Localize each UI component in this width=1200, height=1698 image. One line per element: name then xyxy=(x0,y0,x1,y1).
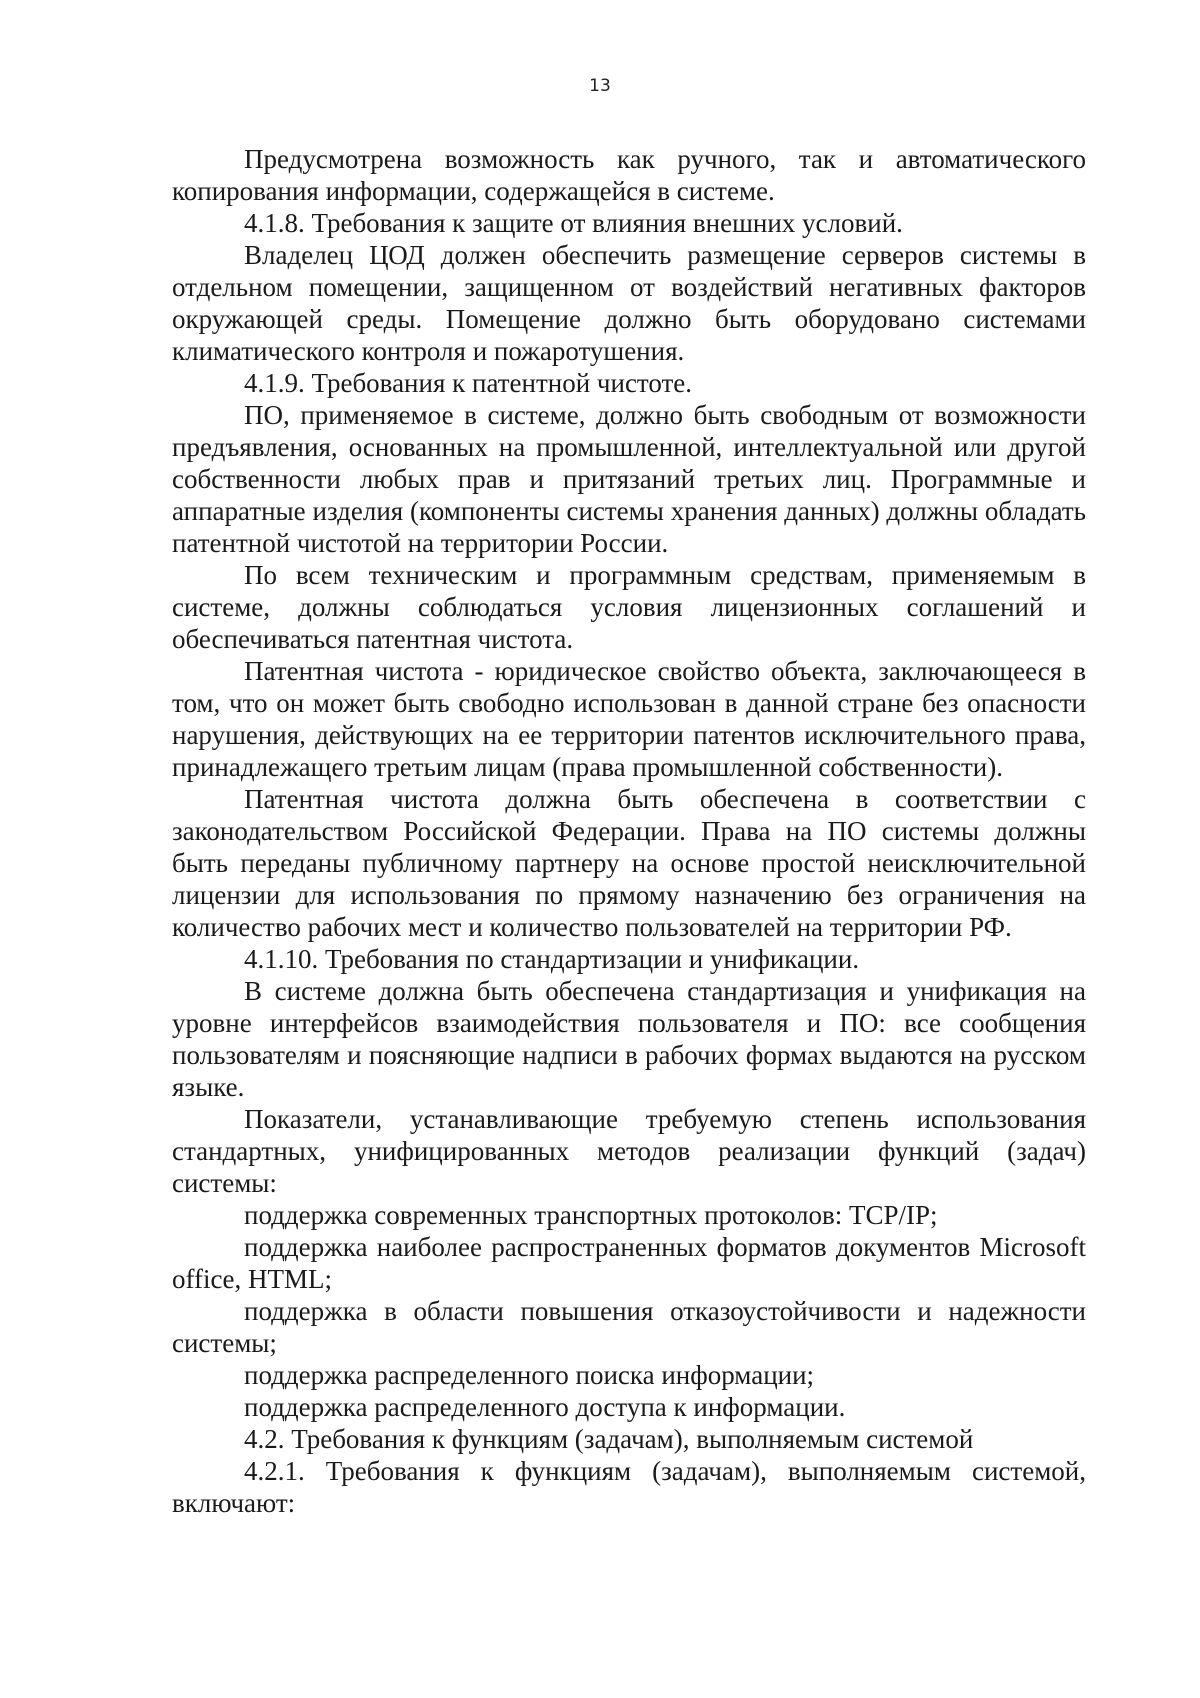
section-heading: 4.1.9. Требования к патентной чистоте. xyxy=(244,368,693,398)
paragraph: Патентная чистота - юридическое свойство объекта, заключающееся в том, что он может быть свободно использован в данной стране без опасности нарушения, действующих на ее территории патентов исключительного права, принадлежащего третьим лицам (права промышленной собственности). xyxy=(172,656,1086,782)
list-item: поддержка в области повышения отказоустойчивости и надежности системы; xyxy=(172,1296,1086,1358)
list-item: поддержка современных транспортных протоколов: TCP/IP; xyxy=(244,1200,938,1230)
paragraph: В системе должна быть обеспечена стандартизация и унификация на уровне интерфейсов взаимодействия пользователя и ПО: все сообщения пользователям и поясняющие надписи в рабочих формах выдаются на русском языке. xyxy=(172,976,1086,1102)
section-heading: 4.1.8. Требования к защите от влияния внешних условий. xyxy=(244,208,903,238)
section-heading: 4.2.1. Требования к функциям (задачам), выполняемым системой, включают: xyxy=(172,1456,1086,1518)
paragraph: По всем техническим и программным средствам, применяемым в системе, должны соблюдаться условия лицензионных соглашений и обеспечиваться патентная чистота. xyxy=(172,560,1086,654)
document-body xyxy=(172,143,1086,1519)
list-item: поддержка распределенного доступа к информации. xyxy=(244,1392,846,1422)
paragraph: Предусмотрена возможность как ручного, так и автоматического копирования информации, содержащейся в системе. xyxy=(172,144,1086,206)
section-heading: 4.1.10. Требования по стандартизации и унификации. xyxy=(244,944,860,974)
list-item: поддержка распределенного поиска информации; xyxy=(244,1360,815,1390)
list-item: поддержка наиболее распространенных форматов документов Microsoft office, HTML; xyxy=(172,1232,1086,1294)
paragraph: Патентная чистота должна быть обеспечена в соответствии с законодательством Российской Федерации. Права на ПО системы должны быть переданы публичному партнеру на основе простой неисключительной лицензии для использования по прямому назначению без ограничения на количество рабочих мест и количество пользователей на территории РФ. xyxy=(172,784,1086,942)
paragraph: Показатели, устанавливающие требуемую степень использования стандартных, унифицированных методов реализации функций (задач) системы: xyxy=(172,1104,1086,1198)
paragraph: Владелец ЦОД должен обеспечить размещение серверов системы в отдельном помещении, защищенном от воздействий негативных факторов окружающей среды. Помещение должно быть оборудовано системами климатического контроля и пожаротушения. xyxy=(172,240,1086,366)
page-number: 13 xyxy=(589,76,611,96)
section-heading: 4.2. Требования к функциям (задачам), выполняемым системой xyxy=(244,1424,974,1454)
paragraph: ПО, применяемое в системе, должно быть свободным от возможности предъявления, основанных на промышленной, интеллектуальной или другой собственности любых прав и притязаний третьих лиц. Программные и аппаратные изделия (компоненты системы хранения данных) должны обладать патентной чистотой на территории России. xyxy=(172,400,1086,558)
